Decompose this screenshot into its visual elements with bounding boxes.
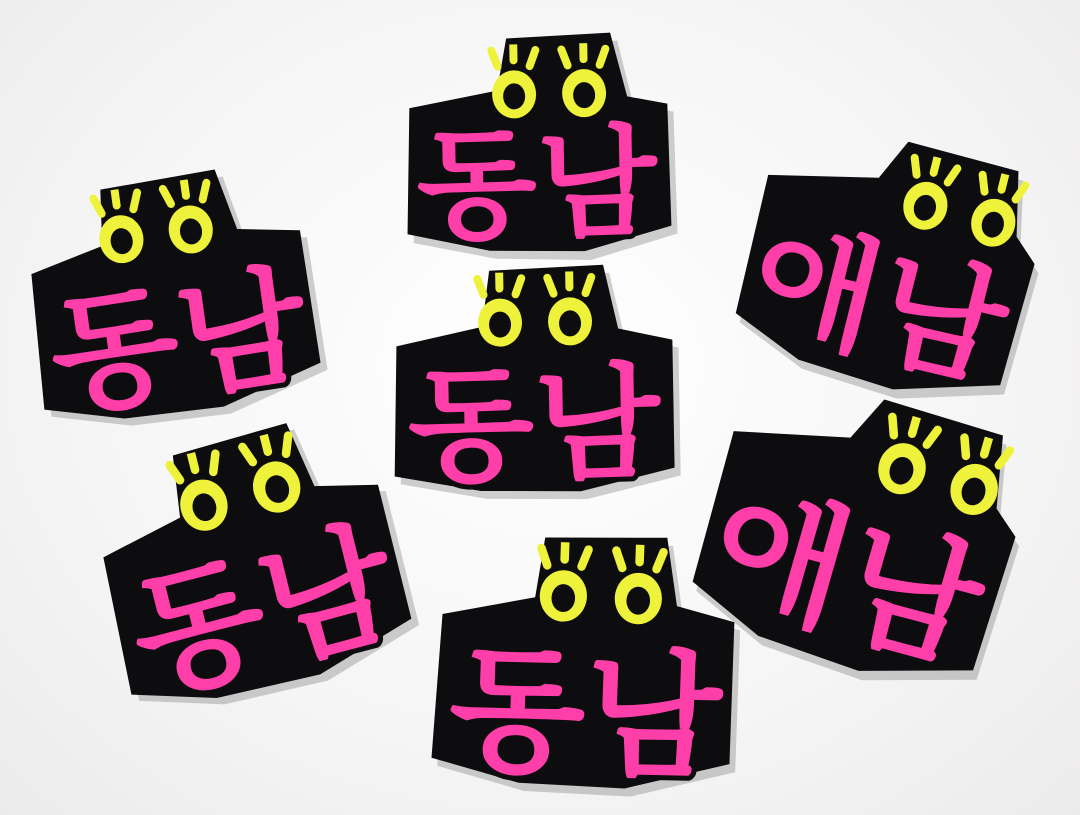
- badge-center: [383, 255, 687, 500]
- badge-top-center-text: 동남: [415, 114, 650, 258]
- badge-top-center: [388, 27, 682, 262]
- badge-left-upper: [3, 145, 337, 449]
- badge-left-lower: [65, 387, 435, 739]
- badge-center-graphic: [383, 255, 687, 500]
- badge-left-upper-text: 동남: [41, 252, 307, 435]
- badge-left-lower-graphic: [65, 387, 435, 739]
- badge-bottom-center: [420, 519, 749, 800]
- badge-left-upper-graphic: [3, 145, 337, 449]
- badge-right-lower-text: 애남: [693, 464, 990, 689]
- badge-right-upper-text: 애남: [736, 201, 1009, 404]
- badge-center-text: 동남: [406, 352, 649, 501]
- badge-bottom-center-text: 동남: [446, 631, 715, 799]
- badge-top-center-graphic: [388, 27, 682, 262]
- badge-bottom-center-graphic: [420, 519, 749, 800]
- badge-left-lower-text: 동남: [116, 505, 406, 720]
